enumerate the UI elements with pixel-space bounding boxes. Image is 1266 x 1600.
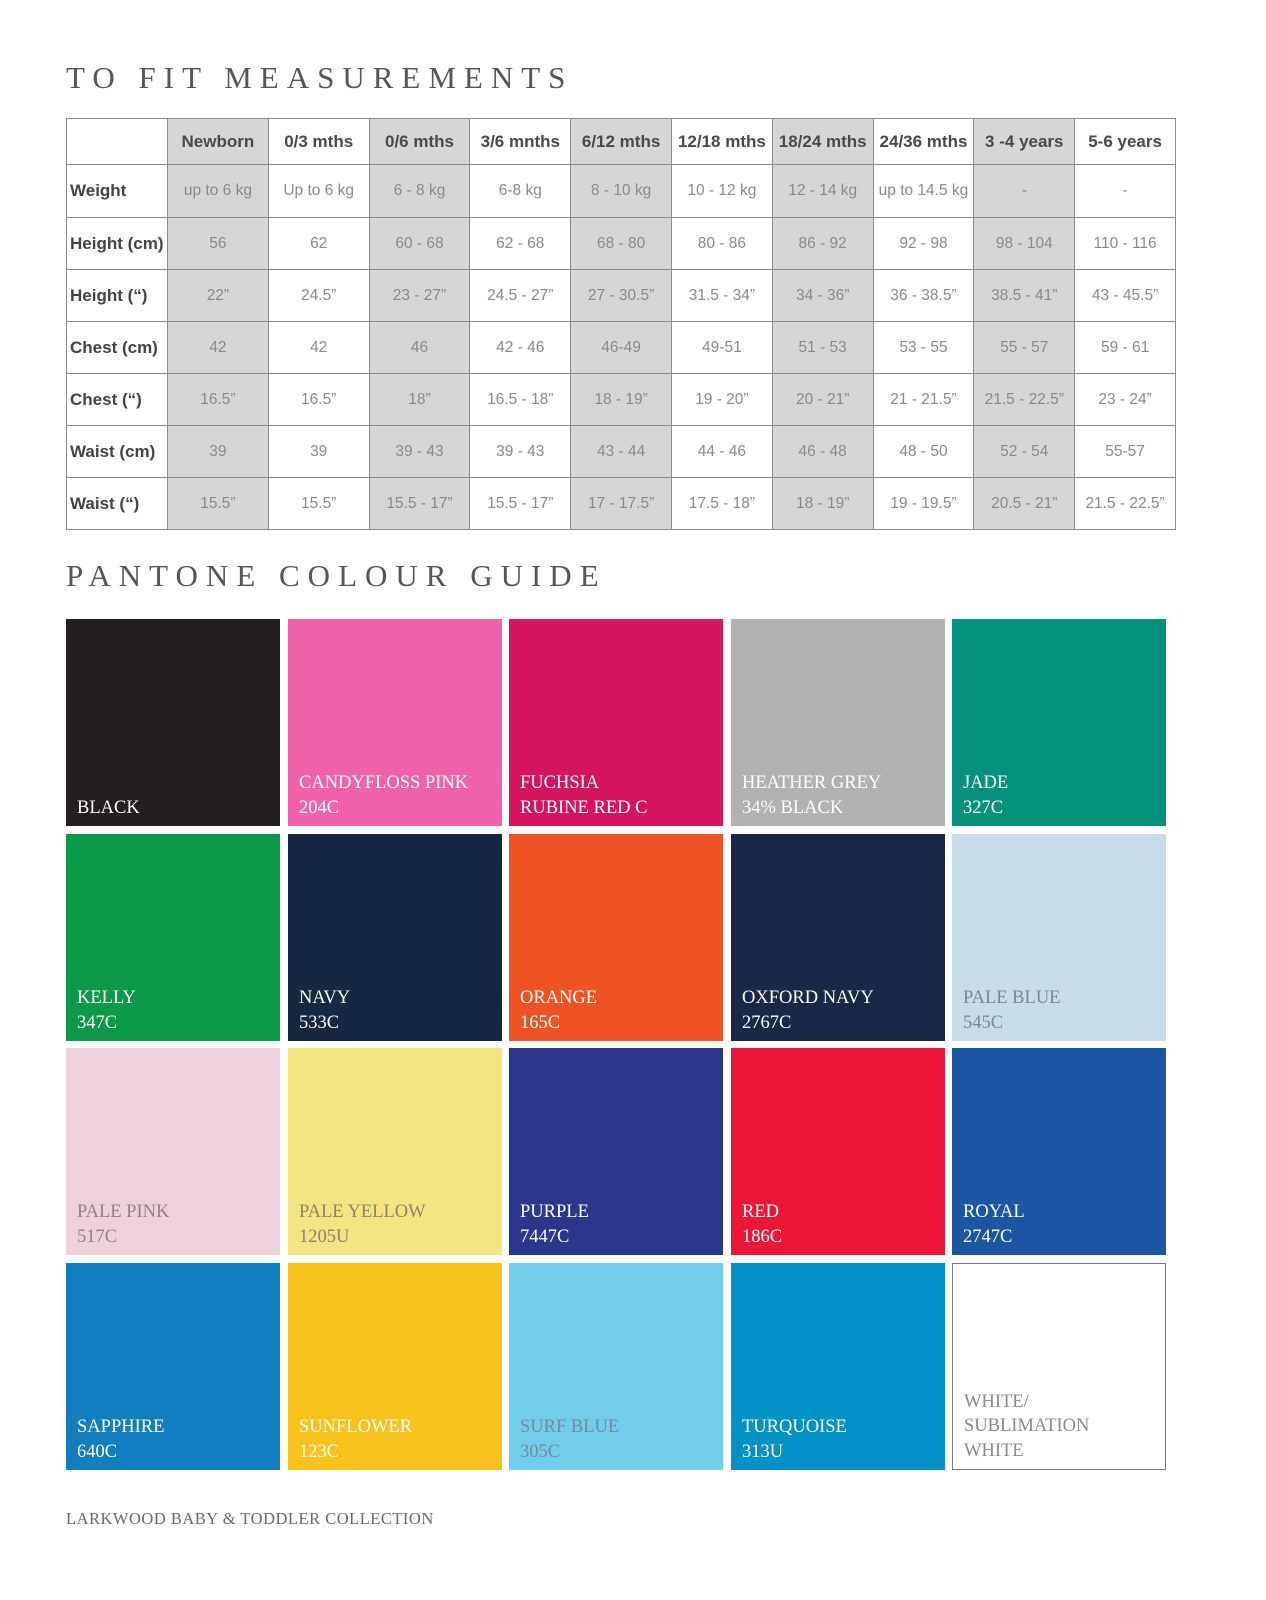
table-row (67, 165, 1176, 218)
swatch-code: SUBLIMATION (964, 1416, 1090, 1436)
table-cell: 17 - 17.5” (571, 478, 672, 530)
table-cell: 46-49 (571, 322, 672, 374)
row-header: Waist (cm) (67, 426, 168, 478)
row-header: Chest (“) (67, 374, 168, 426)
swatch-name: PALE PINK (77, 1202, 170, 1222)
swatch-label (742, 986, 874, 1035)
swatch-name: ROYAL (963, 1202, 1025, 1222)
colour-swatch (731, 1048, 945, 1255)
table-cell: 20.5 - 21” (974, 478, 1075, 530)
colour-swatch (952, 619, 1166, 826)
swatch-label (742, 1200, 782, 1249)
swatch-label (299, 771, 468, 820)
table-cell: 18 - 19” (571, 374, 672, 426)
table-cell: up to 6 kg (168, 165, 269, 218)
table-cell: Up to 6 kg (268, 165, 369, 218)
swatch-label (299, 986, 350, 1035)
colour-swatch (288, 1048, 502, 1255)
table-cell: 38.5 - 41” (974, 270, 1075, 322)
colour-swatch (288, 834, 502, 1041)
swatch-label (963, 986, 1060, 1035)
table-cell: 12 - 14 kg (772, 165, 873, 218)
table-cell: 23 - 24” (1075, 374, 1176, 426)
table-cell: 19 - 19.5” (873, 478, 974, 530)
swatch-code: 305C (520, 1441, 561, 1462)
swatch-label (520, 1200, 589, 1249)
table-row (67, 478, 1176, 530)
colour-swatch (509, 1048, 723, 1255)
swatch-label (520, 1415, 619, 1464)
swatch-name: BLACK (77, 797, 140, 818)
table-cell: 20 - 21” (772, 374, 873, 426)
swatch-code: 2767C (742, 1012, 792, 1033)
table-header-row (67, 119, 1176, 165)
table-cell: 80 - 86 (671, 218, 772, 270)
swatch-label (77, 796, 140, 821)
table-cell: 62 - 68 (470, 218, 571, 270)
table-cell: 36 - 38.5” (873, 270, 974, 322)
colour-swatch (66, 1048, 280, 1255)
table-row (67, 426, 1176, 478)
table-cell: 6 - 8 kg (369, 165, 470, 218)
table-cell: 52 - 54 (974, 426, 1075, 478)
swatch-name: HEATHER GREY (742, 773, 882, 793)
table-cell: 55-57 (1075, 426, 1176, 478)
table-cell: 34 - 36” (772, 270, 873, 322)
table-cell: 39 - 43 (369, 426, 470, 478)
colour-swatch-grid (66, 619, 1168, 1471)
swatch-name: SAPPHIRE (77, 1417, 165, 1437)
table-row (67, 270, 1176, 322)
table-row (67, 322, 1176, 374)
table-cell: 59 - 61 (1075, 322, 1176, 374)
table-cell: 42 (268, 322, 369, 374)
swatch-label (742, 1415, 847, 1464)
table-cell: 10 - 12 kg (671, 165, 772, 218)
swatch-name: PURPLE (520, 1202, 589, 1222)
table-cell: 46 - 48 (772, 426, 873, 478)
swatch-label (77, 1200, 169, 1249)
table-cell: 16.5 - 18” (470, 374, 571, 426)
swatch-code: WHITE (964, 1440, 1024, 1461)
column-header: Newborn (168, 119, 269, 165)
row-header: Height (“) (67, 270, 168, 322)
swatch-name: RED (742, 1202, 779, 1222)
swatch-label (964, 1390, 1089, 1464)
swatch-name: CANDYFLOSS PINK (299, 773, 469, 793)
table-corner-cell (67, 119, 168, 165)
swatch-code: 7447C (520, 1226, 570, 1247)
swatch-label (520, 771, 647, 820)
table-cell: 55 - 57 (974, 322, 1075, 374)
swatch-code: 34% BLACK (742, 797, 844, 818)
measurements-title: TO FIT MEASUREMENTS (66, 60, 574, 95)
row-header: Chest (cm) (67, 322, 168, 374)
table-cell: 110 - 116 (1075, 218, 1176, 270)
colour-swatch (731, 834, 945, 1041)
table-cell: 6-8 kg (470, 165, 571, 218)
swatch-code: RUBINE RED C (520, 797, 648, 818)
table-cell: - (1075, 165, 1176, 218)
table-cell: 16.5” (168, 374, 269, 426)
colour-swatch (288, 1263, 502, 1470)
swatch-code: 1205U (299, 1226, 350, 1247)
column-header: 0/3 mths (268, 119, 369, 165)
swatch-code: 517C (77, 1226, 118, 1247)
swatch-label (742, 771, 881, 820)
swatch-code: 640C (77, 1441, 118, 1462)
table-cell: 23 - 27” (369, 270, 470, 322)
swatch-name: PALE BLUE (963, 988, 1061, 1008)
colour-swatch (952, 1263, 1166, 1470)
swatch-code: 204C (299, 797, 340, 818)
table-cell: - (974, 165, 1075, 218)
swatch-label (299, 1200, 426, 1249)
table-cell: 15.5” (168, 478, 269, 530)
swatch-code: 347C (77, 1012, 118, 1033)
swatch-name: SURF BLUE (520, 1417, 620, 1437)
swatch-label (77, 986, 136, 1035)
swatch-name: OXFORD NAVY (742, 988, 874, 1008)
swatch-name: WHITE/ (964, 1391, 1029, 1412)
table-cell: 56 (168, 218, 269, 270)
table-cell: 15.5” (268, 478, 369, 530)
table-cell: 27 - 30.5” (571, 270, 672, 322)
table-cell: 22” (168, 270, 269, 322)
colour-swatch (731, 1263, 945, 1470)
swatch-label (299, 1415, 412, 1464)
swatch-name: KELLY (77, 988, 136, 1008)
table-cell: 60 - 68 (369, 218, 470, 270)
table-cell: 18 - 19” (772, 478, 873, 530)
table-cell: 53 - 55 (873, 322, 974, 374)
table-cell: 21.5 - 22.5” (1075, 478, 1176, 530)
table-cell: 98 - 104 (974, 218, 1075, 270)
table-cell: 68 - 80 (571, 218, 672, 270)
swatch-code: 545C (963, 1012, 1004, 1033)
table-row (67, 374, 1176, 426)
swatch-label (963, 1200, 1025, 1249)
size-table (66, 118, 1176, 530)
column-header: 5-6 years (1075, 119, 1176, 165)
row-header: Weight (67, 165, 168, 218)
table-cell: 21 - 21.5” (873, 374, 974, 426)
colour-swatch (509, 1263, 723, 1470)
table-cell: 31.5 - 34” (671, 270, 772, 322)
swatch-label (963, 771, 1008, 820)
table-cell: 43 - 45.5” (1075, 270, 1176, 322)
swatch-label (77, 1415, 164, 1464)
swatch-code: 327C (963, 797, 1004, 818)
swatch-name: FUCHSIA (520, 773, 600, 793)
row-header: Waist (“) (67, 478, 168, 530)
table-cell: 43 - 44 (571, 426, 672, 478)
table-cell: 92 - 98 (873, 218, 974, 270)
colour-guide-title: PANTONE COLOUR GUIDE (66, 558, 607, 593)
table-cell: 49-51 (671, 322, 772, 374)
table-cell: 24.5 - 27” (470, 270, 571, 322)
colour-swatch (288, 619, 502, 826)
colour-swatch (66, 1263, 280, 1470)
column-header: 24/36 mths (873, 119, 974, 165)
table-cell: 86 - 92 (772, 218, 873, 270)
colour-swatch (509, 834, 723, 1041)
swatch-name: JADE (963, 773, 1009, 793)
colour-swatch (509, 619, 723, 826)
table-cell: 39 (268, 426, 369, 478)
table-cell: 15.5 - 17” (369, 478, 470, 530)
table-cell: 15.5 - 17” (470, 478, 571, 530)
table-cell: 44 - 46 (671, 426, 772, 478)
swatch-name: ORANGE (520, 988, 598, 1008)
table-cell: 39 - 43 (470, 426, 571, 478)
table-cell: 48 - 50 (873, 426, 974, 478)
swatch-name: SUNFLOWER (299, 1417, 413, 1437)
table-cell: 51 - 53 (772, 322, 873, 374)
table-cell: 21.5 - 22.5” (974, 374, 1075, 426)
table-cell: 46 (369, 322, 470, 374)
table-cell: 62 (268, 218, 369, 270)
colour-swatch (66, 619, 280, 826)
swatch-label (520, 986, 597, 1035)
column-header: 0/6 mths (369, 119, 470, 165)
swatch-code: 313U (742, 1441, 784, 1462)
column-header: 12/18 mths (671, 119, 772, 165)
column-header: 3 -4 years (974, 119, 1075, 165)
table-cell: 24.5” (268, 270, 369, 322)
table-cell: 42 - 46 (470, 322, 571, 374)
table-cell: up to 14.5 kg (873, 165, 974, 218)
swatch-code: 165C (520, 1012, 561, 1033)
table-cell: 17.5 - 18” (671, 478, 772, 530)
swatch-name: TURQUOISE (742, 1417, 847, 1437)
colour-swatch (731, 619, 945, 826)
colour-swatch (952, 1048, 1166, 1255)
column-header: 3/6 mnths (470, 119, 571, 165)
row-header: Height (cm) (67, 218, 168, 270)
swatch-code: 186C (742, 1226, 783, 1247)
column-header: 18/24 mths (772, 119, 873, 165)
swatch-code: 123C (299, 1441, 340, 1462)
colour-swatch (66, 834, 280, 1041)
swatch-code: 533C (299, 1012, 340, 1033)
table-cell: 16.5” (268, 374, 369, 426)
table-row (67, 218, 1176, 270)
footer-text: LARKWOOD BABY & TODDLER COLLECTION (66, 1509, 434, 1528)
table-cell: 8 - 10 kg (571, 165, 672, 218)
table-cell: 19 - 20” (671, 374, 772, 426)
swatch-code: 2747C (963, 1226, 1013, 1247)
table-cell: 42 (168, 322, 269, 374)
swatch-name: NAVY (299, 988, 351, 1008)
table-cell: 39 (168, 426, 269, 478)
swatch-name: PALE YELLOW (299, 1202, 426, 1222)
table-cell: 18” (369, 374, 470, 426)
column-header: 6/12 mths (571, 119, 672, 165)
colour-swatch (952, 834, 1166, 1041)
